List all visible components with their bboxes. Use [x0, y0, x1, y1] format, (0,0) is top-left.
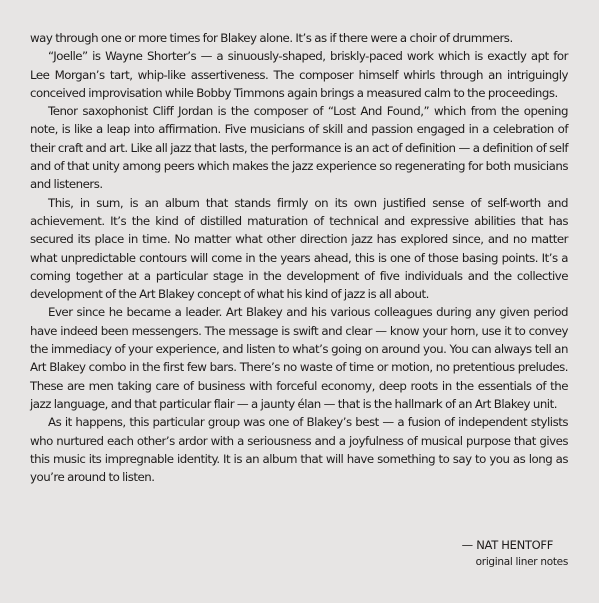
paragraph-in-sum: This, in sum, is an album that stands firmly on its own justified sense of self-worth and achievement. It’s the kind of distilled maturation of technical and expressive abilities that has secured its place in time. No matter what other direction jazz has explored since, and no matter what unpredictable contours will come in the years ahead, this is one of those basing points. It’s a coming together at a particular stage in the development of five individuals and the collective development of the Art Blakey concept of what his kind of jazz is all about.: [30, 195, 568, 302]
liner-notes-text: [30, 29, 568, 486]
source-note: original liner notes: [475, 556, 568, 568]
signature-block: [462, 536, 568, 570]
paragraph-messengers: Ever since he became a leader. Art Blakey and his various colleagues during any given period have indeed been messengers. The message is swift and clear — know your horn, use it to convey the immediacy of your experience, and listen to what’s going on around you. You can always tell an Art Blakey combo in the first few bars. There’s no waste of time or motion, no pretentious preludes. These are men taking care of business with forceful economy, deep roots in the essentials of the jazz language, and that particular flair — a jaunty élan — that is the hallmark of an Art Blakey unit.: [30, 305, 568, 411]
paragraph-continuation: way through one or more times for Blakey alone. It’s as if there were a choir of drummers.: [30, 31, 513, 45]
paragraph-joelle: “Joelle” is Wayne Shorter’s — a sinuously-shaped, briskly-paced work which is exactly apt for Lee Morgan’s tart, whip-like assertiveness. The composer himself whirls through an intriguingly conceived improvisation while Bobby Timmons again brings a measured calm to the proceedings.: [30, 49, 568, 100]
author-name: — NAT HENTOFF: [461, 538, 554, 552]
paragraph-lost-and-found: Tenor saxophonist Cliff Jordan is the composer of “Lost And Found,” which from the opening note, is like a leap into affirmation. Five musicians of skill and passion engaged in a celebration of their craft and art. Like all jazz that lasts, the performance is an act of definition — a definition of self and of that unity among peers which makes the jazz experience so regenerating for both musicians and listeners.: [30, 104, 568, 192]
paragraph-conclusion: As it happens, this particular group was one of Blakey’s best — a fusion of independent stylists who nurtured each other’s ardor with a seriousness and a joyfulness of musical purpose that gives this music its impregnable identity. It is an album that will have something to say to you as long as you’re around to listen.: [30, 415, 568, 485]
